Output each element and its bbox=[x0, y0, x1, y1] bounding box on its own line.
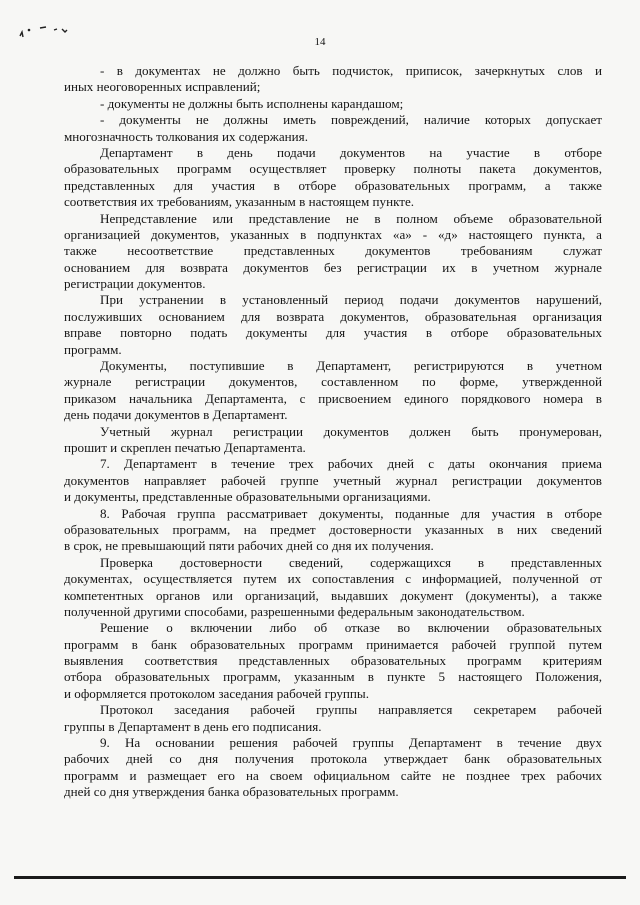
text-line: 9. На основании решения рабочей группы Департамент в течение двух bbox=[100, 735, 602, 751]
body-text bbox=[64, 63, 602, 801]
text-line: основанием для возврата документов без регистрации их в учетном журнале bbox=[64, 259, 602, 275]
text-line: программ в банк образовательных программ принимается рабочей группой путем bbox=[64, 636, 602, 652]
text-line: Департамент в день подачи документов на участие в отборе bbox=[100, 144, 602, 160]
text-line: регистрации документов. bbox=[64, 276, 206, 292]
text-line: 8. Рабочая группа рассматривает документы, поданные для участия в отборе bbox=[100, 505, 602, 521]
text-line: приказом начальника Департамента, с присвоением единого порядкового номера в bbox=[64, 390, 602, 406]
text-line: образовательных программ, на предмет достоверности указанных в них сведений bbox=[64, 521, 602, 537]
text-line: Протокол заседания рабочей группы направляется секретарем рабочей bbox=[100, 702, 602, 718]
text-line: 7. Департамент в течение трех рабочих дней с даты окончания приема bbox=[100, 456, 602, 472]
text-line: в срок, не превышающий пяти рабочих дней со дня их получения. bbox=[64, 538, 434, 554]
text-line: - в документах не должно быть подчисток, приписок, зачеркнутых слов и bbox=[100, 63, 602, 78]
text-line: Непредставление или представление не в полном объеме образовательной bbox=[100, 210, 602, 226]
text-line: и документы, представленные образовательными организациями. bbox=[64, 489, 431, 505]
text-line: день подачи документов в Департамент. bbox=[64, 407, 288, 423]
text-line: компетентных органов или организаций, выдавших документ (документы), а также bbox=[64, 587, 602, 603]
text-line: и оформляется протоколом заседания рабочей группы. bbox=[64, 685, 369, 701]
text-line: программ. bbox=[64, 341, 122, 357]
text-line: - документы не должны иметь повреждений, наличие которых допускает bbox=[100, 112, 602, 128]
text-line: организацией документов, указанных в подпунктах «а» - «д» настоящего пункта, а bbox=[64, 226, 602, 242]
text-line: документов направляет рабочей группе учетный журнал регистрации документов bbox=[64, 472, 602, 488]
text-line: журнале регистрации документов, составленном по форме, утвержденной bbox=[64, 374, 602, 390]
text-line: многозначность толкования их содержания. bbox=[64, 128, 308, 144]
text-line: дней со дня утверждения банка образовательных программ. bbox=[64, 784, 399, 800]
text-line: Решение о включении либо об отказе во включении образовательных bbox=[100, 620, 602, 636]
text-line: отбора образовательных программ, указанным в пункте 5 настоящего Положения, bbox=[64, 669, 602, 685]
text-line: документах, осуществляется путем их сопоставления с информацией, полученной от bbox=[64, 571, 602, 587]
text-line: соответствия их требованиям, указанным в настоящем пункте. bbox=[64, 194, 415, 210]
text-line: программ и размещает его на своем официальном сайте не позднее трех рабочих bbox=[64, 767, 602, 783]
text-line: послуживших основанием для возврата документов, образовательная организация bbox=[64, 308, 602, 324]
text-line: образовательных программ осуществляет проверку полноты пакета документов, bbox=[64, 161, 602, 177]
text-line: полученной другими способами, разрешенными федеральным законодательством. bbox=[64, 603, 525, 619]
text-line: При устранении в установленный период подачи документов нарушений, bbox=[100, 292, 602, 308]
text-line: иных неоговоренных исправлений; bbox=[64, 79, 261, 95]
text-line: рабочих дней со дня получения протокола утверждает банк образовательных bbox=[64, 751, 602, 767]
text-line: Учетный журнал регистрации документов должен быть пронумерован, bbox=[100, 423, 602, 439]
text-line: группы в Департамент в день его подписания. bbox=[64, 718, 322, 734]
bottom-scan-border bbox=[14, 876, 626, 879]
text-line: - документы не должны быть исполнены карандашом; bbox=[100, 95, 404, 111]
text-line: прошит и скреплен печатью Департамента. bbox=[64, 439, 306, 455]
text-line: представленных для участия в отборе образовательных программ, а также bbox=[64, 177, 602, 193]
page-number: 14 bbox=[314, 36, 326, 48]
text-line: выявления соответствия представленных образовательных программ критериям bbox=[64, 653, 602, 669]
text-line: Проверка достоверности сведений, содержащихся в представленных bbox=[100, 554, 602, 570]
text-line: вправе повторно подать документы для участия в отборе образовательных bbox=[64, 325, 602, 341]
text-line: Документы, поступившие в Департамент, регистрируются в учетном bbox=[100, 358, 602, 374]
text-line: также несоответствие представленных документов требованиям служат bbox=[64, 243, 602, 259]
